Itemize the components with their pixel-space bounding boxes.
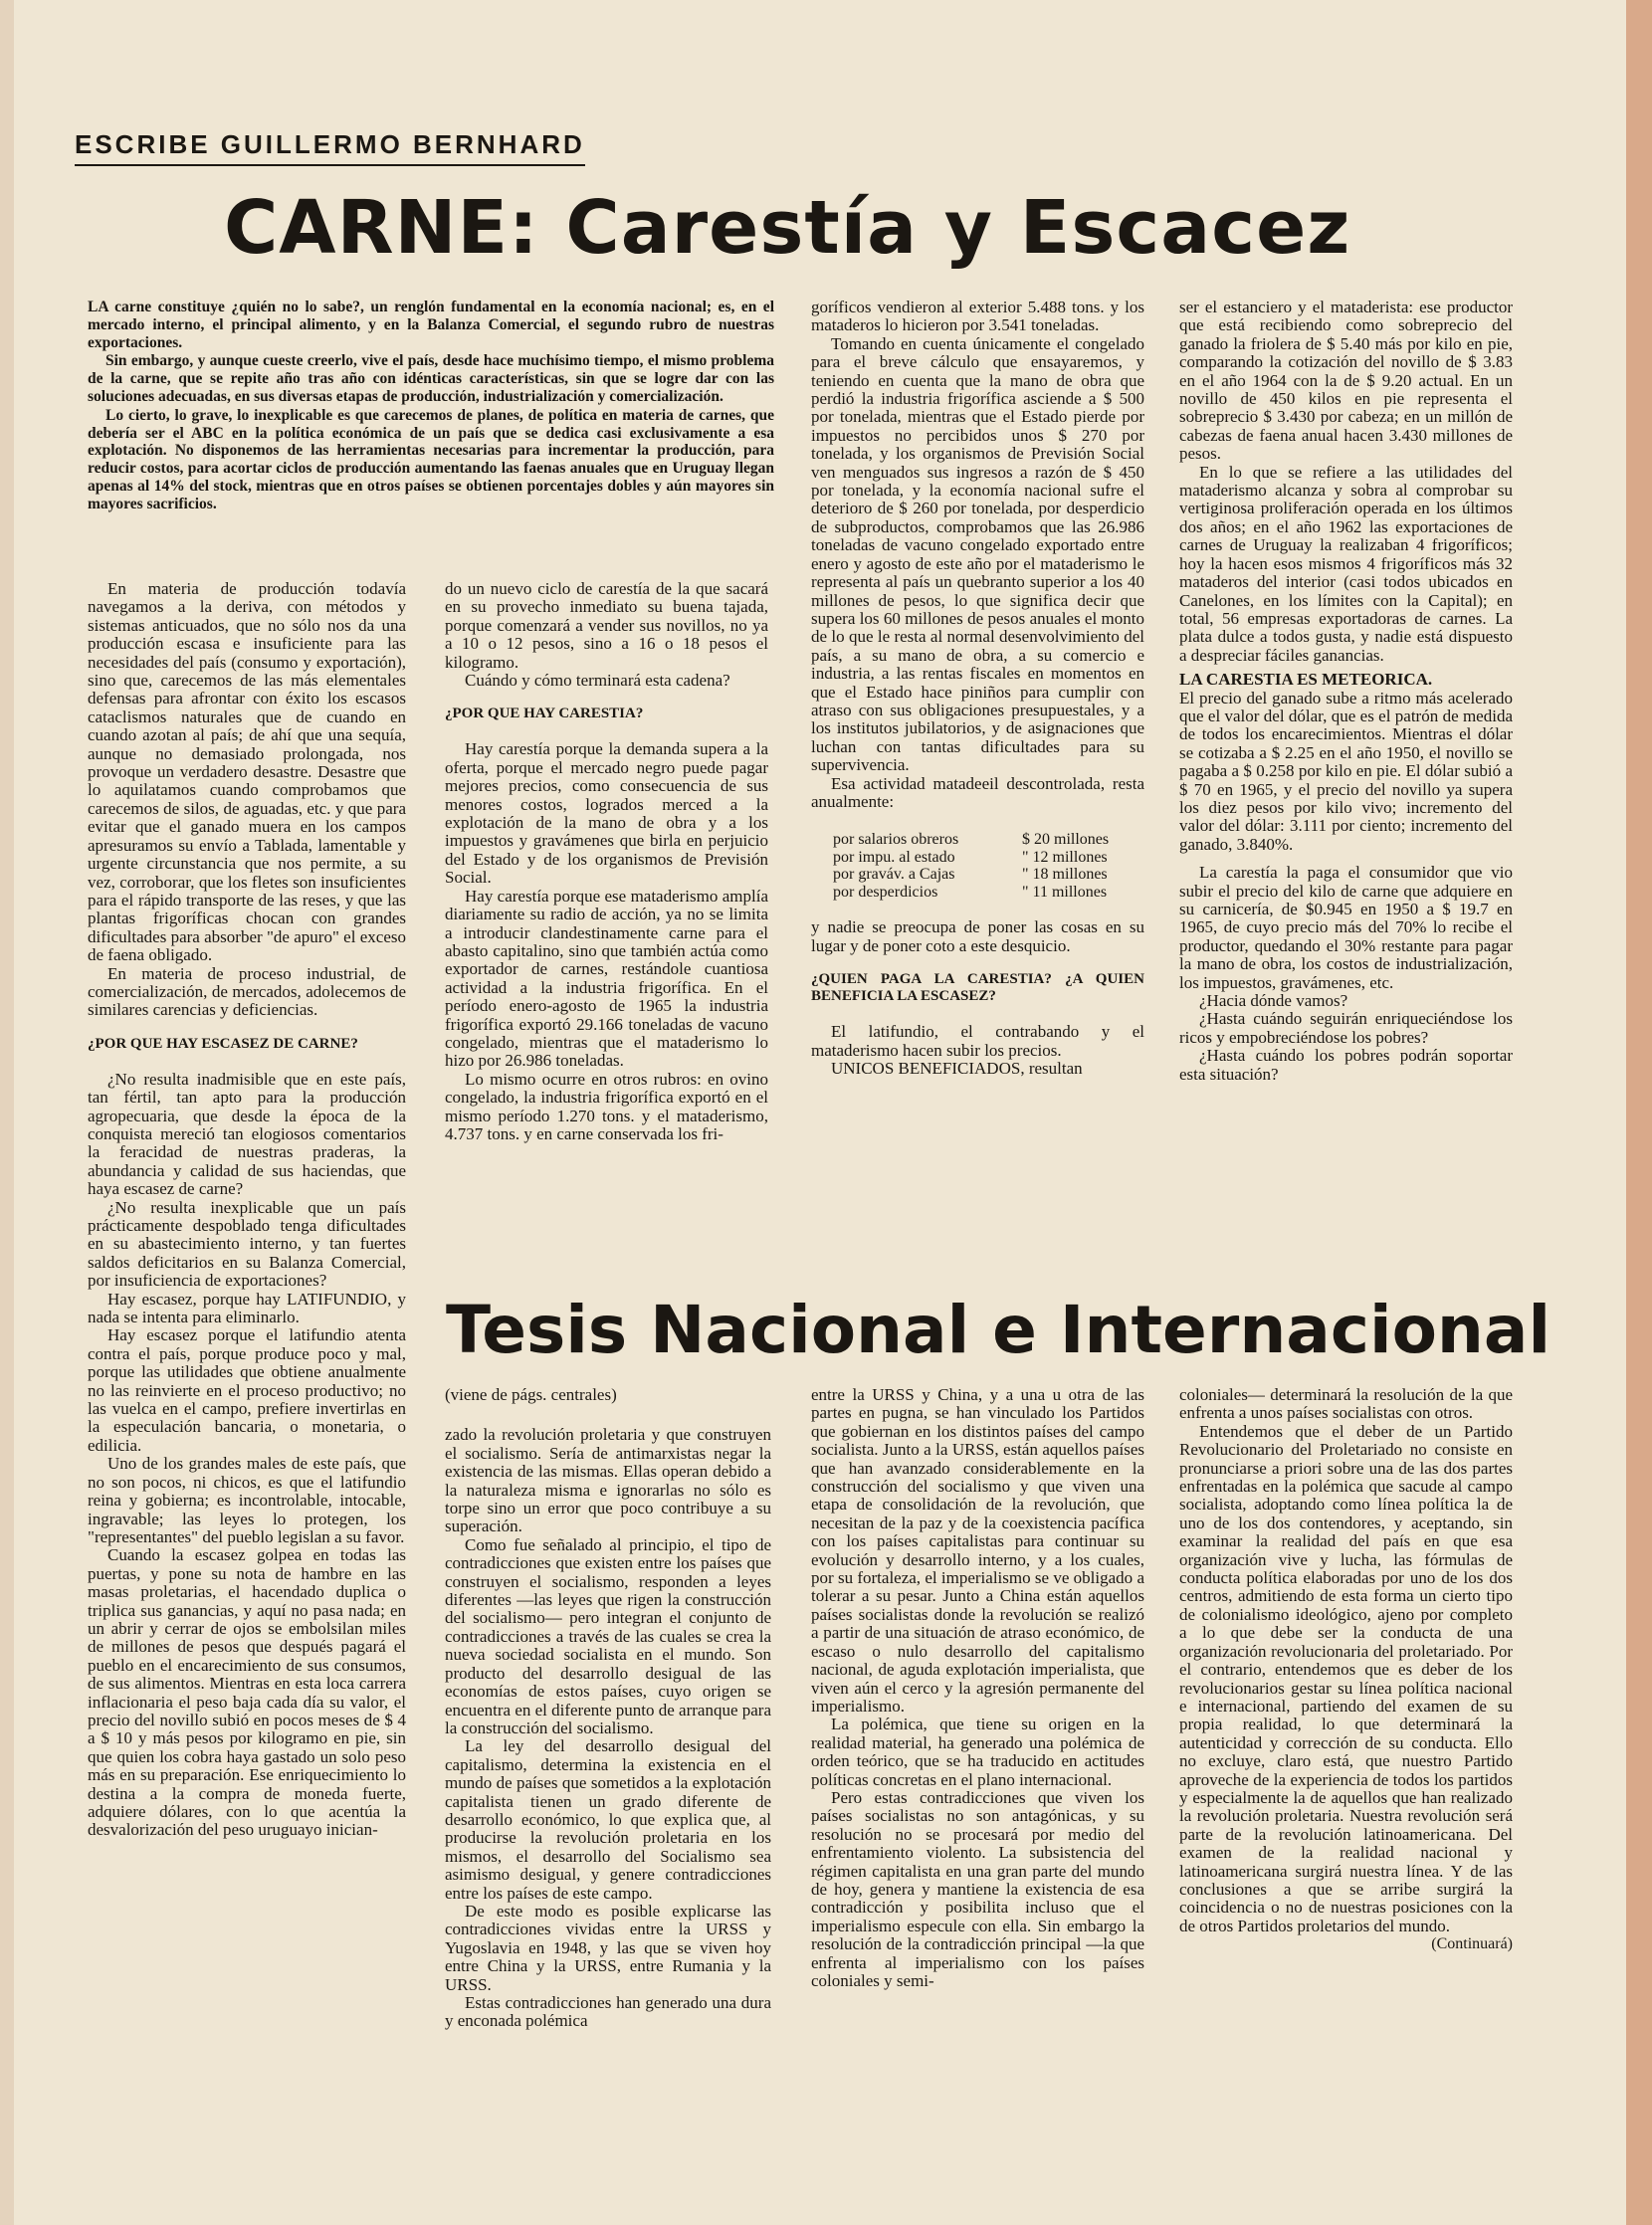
byline: ESCRIBE GUILLERMO BERNHARD bbox=[75, 129, 585, 166]
continuation-note: (viene de págs. centrales) bbox=[445, 1385, 617, 1404]
paragraph: En materia de producción todavía navegamos a la deriva, con métodos y sistemas anticuados, que no sólo nos da una producción escasa e insuficiente para las necesidades del país (consumo y exportación), sino que, carecemos de las más elementales defensas para afrontar con éxito los escasos cataclismos naturales que de cuando en cuando azotan al país; de ahí que una sequía, aunque no demasiado prolongada, nos provoque un verdadero desastre. Desastre que lo aquilatamos cuando comprobamos que carecemos de silos, de aguadas, etc. y que para evitar que el ganado muera en los campos apresuramos su envío a Tablada, lamentable y urgente circunstancia que nos permite, a su vez, corroborar, que los fletes son insuficientes para el rápido transporte de las reses, y que las plantas frigoríficas chocan con grandes dificultades para absorber "de apuro" el exceso de faena obligado. bbox=[88, 579, 406, 965]
page-left-edge bbox=[0, 0, 14, 2225]
paragraph: El latifundio, el contrabando y el mataderismo hacen subir los precios. bbox=[811, 1022, 1144, 1060]
lead-paragraphs bbox=[88, 299, 774, 514]
paragraph: ¿No resulta inexplicable que un país prácticamente despoblado tenga dificultades en su abastecimiento interno, y tan fuertes saldos deficitarios en su Balanza Comercial, por insuficiencia de exportaciones? bbox=[88, 1197, 406, 1291]
paragraph: do un nuevo ciclo de carestía de la que sacará en su provecho inmediato su buena tajada, porque comenzará a vender sus novillos, no ya a 10 o 12 pesos, sino a 16 o 18 pesos el kilogramo. bbox=[445, 579, 768, 672]
lead-paragraph: LA carne constituye ¿quién no lo sabe?, un renglón fundamental en la economía nacional; es, en el mercado interno, el principal alimento, y en la Balanza Comercial, el segundo rubro de nuestras exportaciones. bbox=[88, 299, 774, 351]
paragraph: goríficos vendieron al exterior 5.488 tons. y los mataderos lo hicieron por 3.541 toneladas. bbox=[811, 298, 1144, 335]
second-article-column-2 bbox=[811, 1386, 1144, 1990]
headline: CARNE: Carestía y Escacez bbox=[224, 185, 1351, 271]
paragraph: ¿Hasta cuándo seguirán enriqueciéndose los ricos y empobreciéndose los pobres? bbox=[1179, 1009, 1513, 1047]
subheading: ¿POR QUE HAY CARESTIA? bbox=[445, 706, 644, 722]
subheading: ¿POR QUE HAY ESCASEZ DE CARNE? bbox=[88, 1035, 358, 1052]
paragraph: ser el estanciero y el mataderista: ese productor que está recibiendo como sobreprecio del ganado la friolera de $ 5.40 más por kilo en pie, comparando la cotización del novillo de $ 3.83 en el año 1964 con la de $ 9.20 actual. En un novillo de 450 kilos en pie representa el sobreprecio $ 3.430 por cabeza; en un millón de cabezas de faena anual hacen 3.430 millones de pesos. bbox=[1179, 298, 1513, 464]
paragraph: ¿No resulta inadmisible que en este país, tan fértil, tan apto para la producción agropecuaria, que desde la época de la conquista mereció tan elogiosos comentarios la feracidad de nuestras praderas, la abundancia y calidad de sus haciendas, que haya escasez de carne? bbox=[88, 1069, 406, 1199]
paragraph: coloniales— determinará la resolución de la que enfrenta a unos países socialistas con otros. bbox=[1179, 1385, 1513, 1423]
table-row: por impu. al estado " 12 millones bbox=[833, 848, 1108, 866]
losses-table bbox=[811, 831, 1144, 901]
article-column-3 bbox=[811, 299, 1144, 1078]
headline-second-article: Tesis Nacional e Internacional bbox=[446, 1292, 1551, 1368]
second-article-column-1 bbox=[445, 1386, 771, 2031]
paragraph: ¿Hasta cuándo los pobres podrán soportar esta situación? bbox=[1179, 1046, 1513, 1084]
paragraph: Pero estas contradicciones que viven los países socialistas no son antagónicas, y su resolución no se procesará por medio del enfrentamiento violento. La subsistencia del régimen capitalista en una gran parte del mundo de hoy, genera y mantiene la existencia de esa contradicción y posibilita incluso que el imperialismo especule con ella. Sin embargo la resolución de la contradicción principal —la que enfrenta al imperialismo con los países coloniales y semi- bbox=[811, 1787, 1144, 1990]
paragraph: y nadie se preocupa de poner las cosas en su lugar y de poner coto a este desquicio. bbox=[811, 917, 1144, 955]
paragraph: Lo mismo ocurre en otros rubros: en ovino congelado, la industria frigorífica exportó en el mismo período 1.270 tons. y el mataderismo, 4.737 tons. y en carne conservada los fri- bbox=[445, 1069, 768, 1143]
paragraph: Hay escasez, porque hay LATIFUNDIO, y nada se intenta para eliminarlo. bbox=[88, 1289, 406, 1327]
paragraph: Estas contradicciones han generado una dura y enconada polémica bbox=[445, 1993, 771, 2031]
paragraph: Esa actividad matadeeil descontrolada, resta anualmente: bbox=[811, 773, 1144, 811]
paragraph: El precio del ganado sube a ritmo más acelerado que el valor del dólar, que es el patrón de medida de todos los encarecimientos. Mientras el dólar se cotizaba a $ 2.25 en el año 1950, el novillo se pagaba a $ 0.258 por kilo en pie. El dólar subió a $ 70 en 1965, y el precio del novillo ya supera los diez pesos por kilo vivo; incremento del valor del dólar: 3.111 por ciento; incremento del ganado, 3.840%. bbox=[1179, 688, 1513, 854]
paragraph: entre la URSS y China, y a una u otra de las partes en pugna, se han vinculado los Partidos que gobiernan en los distintos países del campo socialista. Junto a la URSS, están aquellos países que han avanzado considerablemente en la construcción del socialismo y que viven una etapa de consolidación de la revolución, que necesitan de la paz y de la coexistencia pacífica con los países capitalistas para continuar su evolución y desarrollo interno, y a los cuales, por su fortaleza, el imperialismo se ve obligado a tolerar a su pesar. Junto a China están aquellos países socialistas donde la revolución se realizó a partir de una situación de atraso económico, de escaso o nulo desarrollo del capitalismo nacional, de aguda explotación imperialista, que viven aún el cerco y la agresión permanente del imperialismo. bbox=[811, 1385, 1144, 1716]
paragraph: La polémica, que tiene su origen en la realidad material, ha generado una polémica de orden teórico, que se ha traducido en actitudes políticas concretas en el plano internacional. bbox=[811, 1715, 1144, 1789]
article-column-2 bbox=[445, 580, 768, 1143]
paragraph: Uno de los grandes males de este país, que no son pocos, ni chicos, es que el latifundio reina y gobierna; es incontrolable, intocable, ingravable; las leyes lo protegen, los "representantes" del pueblo legislan a su favor. bbox=[88, 1454, 406, 1546]
lead-paragraph: Sin embargo, y aunque cueste creerlo, vive el país, desde hace muchísimo tiempo, el mismo problema de la carne, que se repite año tras año con idénticas características, sin que se logre dar con las soluciones adecuadas, en sus diversas etapas de producción, industrialización y comercialización. bbox=[88, 352, 774, 405]
article-column-4 bbox=[1179, 299, 1513, 1084]
table-row: por graváv. a Cajas " 18 millones bbox=[833, 866, 1108, 884]
page-right-edge bbox=[1626, 0, 1652, 2225]
paragraph: En lo que se refiere a las utilidades del mataderismo alcanza y sobra al comprobar su vertiginosa proliferación operada en los últimos dos años; en el año 1962 las exportaciones de carnes de Uruguay la realizaban 4 frigoríficos; hoy la hacen esos mismos 4 frigoríficos más 32 mataderos del interior (casi todos ubicados en Canelones, en los límites con la Capital); en total, 56 empresas exportadoras de carnes. La plata dulce a todos gusta, y nadie está dispuesto a despreciar fáciles ganancias. bbox=[1179, 462, 1513, 665]
second-article-column-3 bbox=[1179, 1386, 1513, 1954]
lead-paragraph: Lo cierto, lo grave, lo inexplicable es que carecemos de planes, de política en materia de carnes, que debería ser el ABC en la política económica de un país que se dedica casi exclusivamente a esa explotación. No disponemos de las herramientas necesarias para incrementar la producción, para reducir costos, para acortar ciclos de producción aumentando las faenas anuales que en Uruguay llegan apenas al 14% del stock, mientras que en otros países se obtienen porcentajes dobles y aún mayores sin mayores sacrificios. bbox=[88, 406, 774, 512]
paragraph: De este modo es posible explicarse las contradicciones vividas entre la URSS y Yugoslavia en 1948, y las que se viven hoy entre China y la URSS, entre Rumania y la URSS. bbox=[445, 1901, 771, 1994]
table-row: por desperdicios " 11 millones bbox=[833, 883, 1108, 901]
paragraph: La ley del desarrollo desigual del capitalismo, determina la existencia en el mundo de países que sometidos a la explotación capitalista tienen un grado diferente de desarrollo económico, lo que explica que, al producirse la revolución proletaria en los mismos, el desarrollo del Socialismo sea asimismo desigual, y genere contradicciones entre los países de este campo. bbox=[445, 1736, 771, 1903]
paragraph: Hay carestía porque la demanda supera a la oferta, porque el mercado negro puede pagar mejores precios, como consecuencia de sus menores costos, logrados merced a la explotación de la mano de obra y a los impuestos y gravámenes que birla en perjuicio del Estado y de los organismos de Previsión Social. bbox=[445, 739, 768, 888]
paragraph: Cuándo y cómo terminará esta cadena? bbox=[465, 671, 730, 691]
paragraph: En materia de proceso industrial, de comercialización, de mercados, adolecemos de similares carencias y deficiencias. bbox=[88, 963, 406, 1020]
table-row: por salarios obreros $ 20 millones bbox=[833, 831, 1110, 849]
paragraph: Hay escasez porque el latifundio atenta contra el país, porque produce poco y mal, porque las utilidades que obtiene anualmente no las reinvierte en el proceso productivo; no las vuelca en el campo, prefiere invertirlas en la especulación bancaria, o monetaria, o edilicia. bbox=[88, 1325, 406, 1455]
paragraph: ¿Hacia dónde vamos? bbox=[1199, 991, 1348, 1011]
paragraph: Hay carestía porque ese mataderismo amplía diariamente su radio de acción, ya no se limita a introducir clandestinamente carne para el abasto capitalino, sino que también actúa como exportador de carnes, restándole cuantiosa actividad a la industria frigorífica. En el período enero-agosto de 1965 la industria frigorífica exportó 29.166 toneladas de vacuno congelado, mientras que el mataderismo lo hizo por 26.986 toneladas. bbox=[445, 886, 768, 1071]
paragraph: La carestía la paga el consumidor que vio subir el precio del kilo de carne que adquiere en su carnicería, de $0.945 en 1950 a $ 19.7 en 1965, de cuyo precio más del 70% lo recibe el productor, quedando el 30% restante para pagar la mano de obra, los costos de industrialización, los impuestos, gravámenes, etc. bbox=[1179, 863, 1513, 992]
paragraph: zado la revolución proletaria y que construyen el socialismo. Sería de antimarxistas negar la existencia de las mismas. Ellas operan debido a la naturaleza misma e ignorarlas no sólo es torpe sino un error que poco contribuye a su superación. bbox=[445, 1425, 771, 1536]
subheading-inline: LA CARESTIA ES METEORICA. bbox=[1179, 670, 1433, 690]
article-column-1 bbox=[88, 580, 406, 1840]
paragraph: Tomando en cuenta únicamente el congelado para el breve cálculo que ensayaremos, y teniendo en cuenta que la mano de obra que perdió la industria frigorífica asciende a $ 500 por tonelada, mientras que el Estado pierde por impuestos no percibidos unos $ 270 por tonelada, y los organismos de Previsión Social ven menguados sus ingresos a razón de $ 450 por tonelada, y la economía nacional sufre el deterioro de $ 260 por tonelada, por desperdicio de subproductos, comprobamos que las 26.986 toneladas de vacuno congelado exportado entre enero y agosto de este año por el mataderismo le representa al país un quebranto superior a los 40 millones de pesos, lo que significa decir que supera los 60 millones de pesos anuales el monto de lo que le resta al normal desenvolvimiento del país, a su mano de obra, a su comercio e industria, a las rentas fiscales en momentos en que el Estado hace piniños para cumplir con atraso con sus obligaciones presupuestales, y a los institutos jubilatorios, y de asignaciones que luchan con tantas dificultades para su supervivencia. bbox=[811, 333, 1144, 775]
subheading: ¿QUIEN PAGA LA CARESTIA? ¿A QUIEN BENEFICIA LA ESCASEZ? bbox=[811, 971, 1144, 1005]
paragraph: Como fue señalado al principio, el tipo de contradicciones que existen entre los países que construyen el socialismo, responden a leyes diferentes —las leyes que rigen la construcción del socialismo— pero integran el conjunto de contradicciones a través de las cuales se crea la nueva sociedad socialista en el mundo. Son producto del desarrollo desigual de las economías de estos países, cuyo origen se encuentra en el diferente punto de arranque para la construcción del socialismo. bbox=[445, 1534, 772, 1737]
paragraph: UNICOS BENEFICIADOS, resultan bbox=[831, 1059, 1083, 1078]
paragraph: Entendemos que el deber de un Partido Revolucionario del Proletariado no consiste en pronunciarse a priori sobre una de las dos partes enfrentadas en la polémica que sacude al campo socialista, adoptando como línea política la de uno de los dos contendores, y aceptando, sin examinar la realidad del país en que esa organización vive y lucha, las fórmulas de conducta política elaboradas por uno de los dos centros, admitiendo de esta forma un cierto tipo de colonialismo ideológico, ajeno por completo a lo que debe ser la conducta de una organización revolucionaria del proletariado. Por el contrario, entendemos que es deber de los revolucionarios gestar su línea política nacional e internacional, partiendo del examen de su propia realidad, lo que determinará la autenticidad y corrección de su conducta. Ello no excluye, claro está, que nuestro Partido aproveche de la experiencia de todos los partidos y especialmente la de aquellos que han realizado la revolución proletaria. Nuestra revolución será parte de la revolución latinoamericana. Del examen de la realidad nacional y latinoamericana surgirá nuestra línea. Y de las conclusiones a que se arribe surgirá la coincidencia o no de nuestras posiciones con la de otros Partidos proletarios del mundo. bbox=[1179, 1421, 1513, 1935]
continued-label: (Continuará) bbox=[1431, 1935, 1513, 1953]
paragraph: Cuando la escasez golpea en todas las puertas, y pone su nota de hambre en las masas proletarias, el hacendado duplica o triplica sus ganancias, y aquí no pasa nada; en un abrir y cerrar de ojos se embolsilan miles de millones de pesos que después pagará el pueblo en el encarecimiento de sus consumos, de sus alimentos. Mientras en esta loca carrera inflacionaria el peso baja cada día su valor, el precio del novillo subió en pocos meses de $ 4 a $ 10 y más pesos por kilogramo en pie, sin que quien los cobra haya gastado un solo peso más en su preparación. Ese enriquecimiento lo destina a la compra de moneda fuerte, adquiere dólares, con lo que acentúa la desvalorización del peso uruguayo inician- bbox=[88, 1545, 406, 1840]
